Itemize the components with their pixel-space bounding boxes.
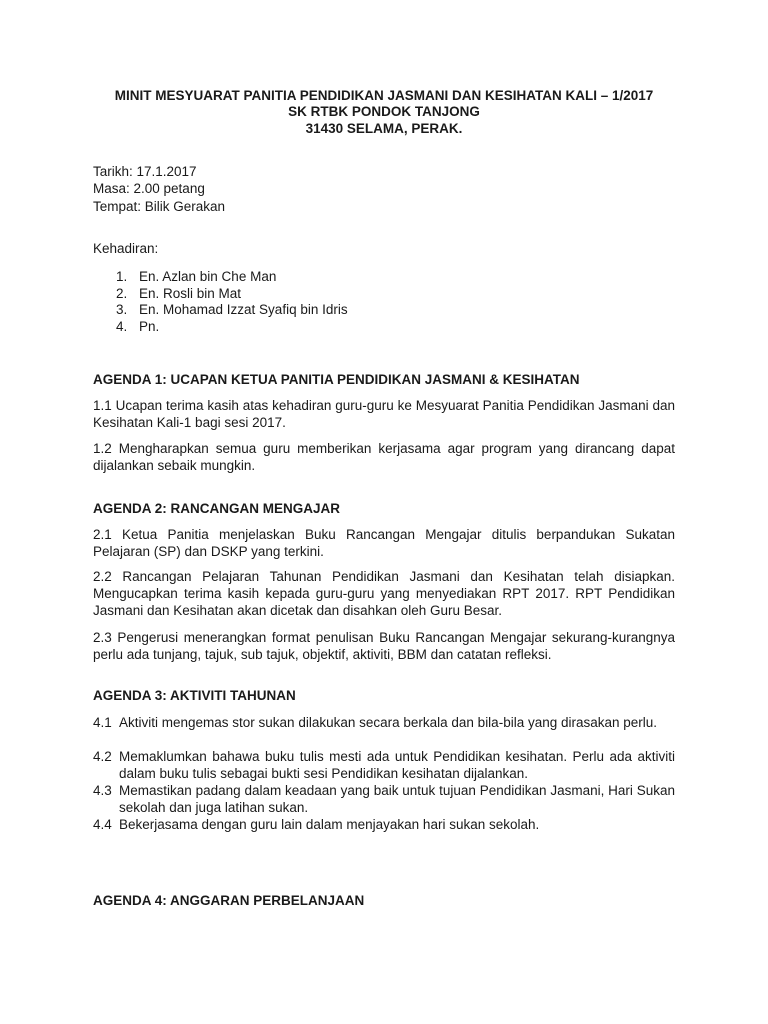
meeting-date: Tarikh: 17.1.2017 (93, 164, 197, 179)
agenda3-item-text: Memaklumkan bahawa buku tulis mesti ada untuk Pendidikan kesihatan. Perlu ada aktiviti dalam buku tulis sebagai bukti sesi Pendidikan kesihatan dijalankan. (119, 749, 675, 781)
agenda3-item-number: 4.3 (93, 783, 112, 798)
meeting-place: Tempat: Bilik Gerakan (93, 199, 226, 214)
agenda3-item (93, 748, 675, 782)
agenda3-heading: AGENDA 3: AKTIVITI TAHUNAN (93, 688, 296, 703)
attendance-name: En. Rosli bin Mat (139, 286, 242, 301)
agenda3-item-text: Bekerjasama dengan guru lain dalam menjayakan hari sukan sekolah. (119, 817, 540, 832)
agenda3-item (93, 714, 675, 731)
agenda1-heading: AGENDA 1: UCAPAN KETUA PANITIA PENDIDIKAN JASMANI & KESIHATAN (93, 372, 580, 387)
attendance-label: Kehadiran: (93, 241, 159, 256)
attendance-item (116, 302, 348, 318)
document-title: MINIT MESYUARAT PANITIA PENDIDIKAN JASMANI DAN KESIHATAN KALI – 1/2017 (114, 88, 654, 103)
agenda2-heading: AGENDA 2: RANCANGAN MENGAJAR (93, 501, 341, 516)
agenda4-heading: AGENDA 4: ANGGARAN PERBELANJAAN (93, 893, 365, 908)
school-name: SK RTBK PONDOK TANJONG (288, 104, 480, 119)
attendance-item (116, 286, 241, 302)
agenda3-item (93, 782, 675, 816)
school-address: 31430 SELAMA, PERAK. (305, 121, 463, 136)
agenda3-item-text: Aktiviti mengemas stor sukan dilakukan secara berkala dan bila-bila yang dirasakan perlu. (119, 715, 658, 730)
attendance-name: En. Azlan bin Che Man (139, 269, 277, 284)
meeting-time: Masa: 2.00 petang (93, 181, 205, 196)
agenda1-item-2: 1.2 Mengharapkan semua guru memberikan kerjasama agar program yang dirancang dapat dijalankan sebaik mungkin. (93, 441, 675, 473)
agenda3-item-number: 4.4 (93, 817, 112, 832)
attendance-number: 4. (116, 319, 128, 334)
attendance-name: En. Mohamad Izzat Syafiq bin Idris (139, 302, 348, 317)
agenda3-item-text: Memastikan padang dalam keadaan yang baik untuk tujuan Pendidikan Jasmani, Hari Sukan sekolah dan juga latihan sukan. (119, 783, 675, 815)
attendance-number: 1. (116, 269, 128, 284)
attendance-number: 2. (116, 286, 128, 301)
agenda2-item-2: 2.2 Rancangan Pelajaran Tahunan Pendidikan Jasmani dan Kesihatan telah disiapkan. Mengucapkan terima kasih kepada guru-guru yang menyediakan RPT 2017. RPT Pendidikan Jasmani dan Kesihatan akan dicetak dan disahkan oleh Guru Besar. (93, 569, 675, 618)
agenda3-item-number: 4.2 (93, 749, 112, 764)
agenda2-item-3: 2.3 Pengerusi menerangkan format penulisan Buku Rancangan Mengajar sekurang-kurangnya perlu ada tunjang, tajuk, sub tajuk, objektif, aktiviti, BBM dan catatan refleksi. (93, 630, 675, 662)
attendance-number: 3. (116, 302, 128, 317)
agenda3-item (93, 816, 675, 833)
agenda2-item-1: 2.1 Ketua Panitia menjelaskan Buku Rancangan Mengajar ditulis berpandukan Sukatan Pelajaran (SP) dan DSKP yang terkini. (93, 527, 675, 559)
agenda3-item-number: 4.1 (93, 715, 112, 730)
attendance-item (116, 269, 276, 285)
attendance-name: Pn. (139, 319, 160, 334)
agenda1-item-1: 1.1 Ucapan terima kasih atas kehadiran guru-guru ke Mesyuarat Panitia Pendidikan Jasmani dan Kesihatan Kali-1 bagi sesi 2017. (93, 398, 675, 430)
attendance-item (116, 319, 159, 335)
